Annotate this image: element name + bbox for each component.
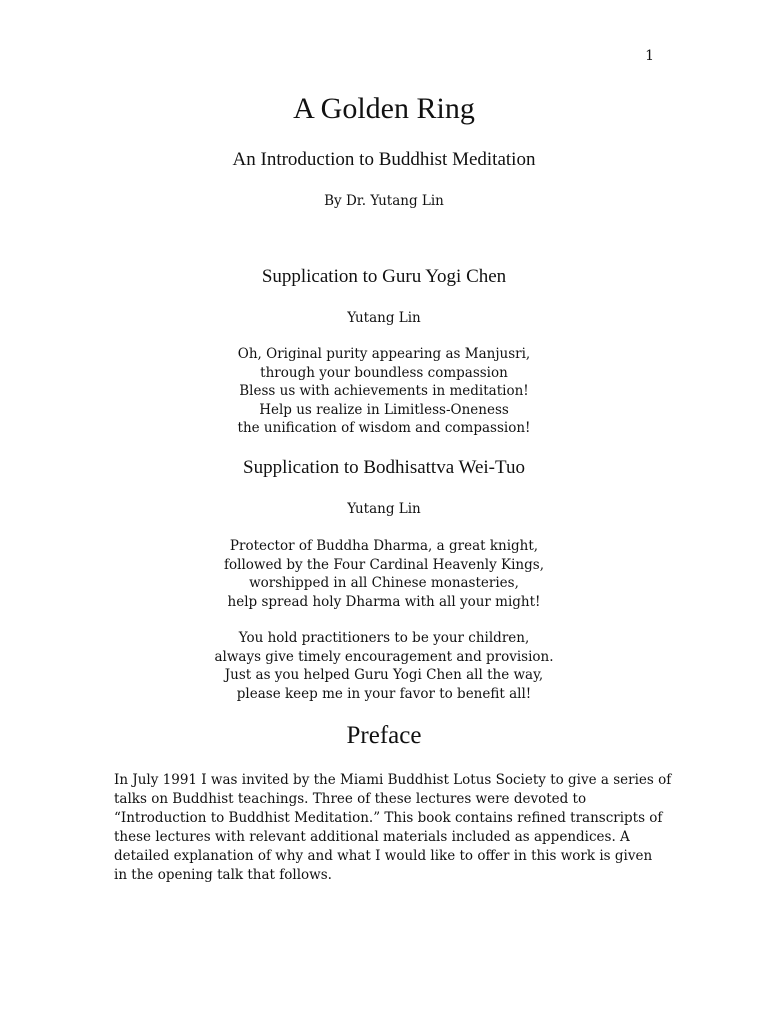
verse-line: help spread holy Dharma with all your might! [227, 593, 541, 610]
supplication-2-stanza-2 [0, 629, 768, 703]
verse-line: Help us realize in Limitless-Oneness [259, 401, 509, 418]
verse-line: please keep me in your favor to benefit all! [236, 685, 532, 702]
paragraph-line: detailed explanation of why and what I would like to offer in this work is given [114, 848, 653, 864]
paragraph-line: talks on Buddhist teachings. Three of these lectures were devoted to [114, 791, 587, 807]
verse-line: through your boundless compassion [260, 364, 508, 381]
supplication-1-heading: Supplication to Guru Yogi Chen [261, 266, 507, 287]
verse-line: Bless us with achievements in meditation! [239, 383, 529, 399]
verse-line: the unification of wisdom and compassion! [237, 420, 531, 436]
verse-line: Oh, Original purity appearing as Manjusri, [237, 346, 531, 362]
verse-line: You hold practitioners to be your children, [238, 630, 530, 646]
paragraph-line: in the opening talk that follows. [114, 867, 332, 883]
verse-line: followed by the Four Cardinal Heavenly Kings, [224, 556, 544, 573]
paragraph-line: “Introduction to Buddhist Meditation.” This book contains refined transcripts of [114, 810, 663, 826]
byline: By Dr. Yutang Lin [324, 193, 444, 209]
supplication-2-heading: Supplication to Bodhisattva Wei-Tuo [243, 457, 525, 478]
supplication-1-verse [0, 345, 768, 438]
verse-line: always give timely encouragement and provision. [214, 648, 554, 665]
supplication-1-author: Yutang Lin [347, 310, 421, 326]
verse-line: Protector of Buddha Dharma, a great knight, [229, 538, 539, 554]
book-subtitle: An Introduction to Buddhist Meditation [232, 149, 536, 170]
verse-line: worshipped in all Chinese monasteries, [249, 575, 519, 591]
paragraph-line: these lectures with relevant additional materials included as appendices. A [114, 829, 630, 845]
preface-heading: Preface [346, 722, 422, 749]
supplication-2-author: Yutang Lin [347, 501, 421, 517]
book-title: A Golden Ring [293, 92, 475, 125]
preface-paragraph [114, 771, 672, 885]
supplication-2-stanza-1 [0, 537, 768, 611]
page-number: 1 [645, 48, 654, 64]
verse-line: Just as you helped Guru Yogi Chen all the way, [224, 667, 544, 683]
paragraph-line: In July 1991 I was invited by the Miami Buddhist Lotus Society to give a series of [114, 772, 672, 788]
